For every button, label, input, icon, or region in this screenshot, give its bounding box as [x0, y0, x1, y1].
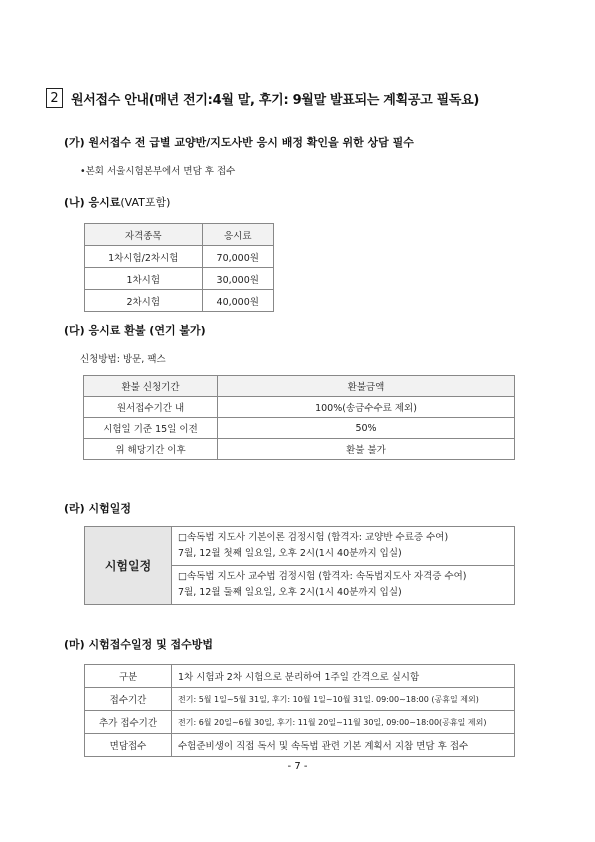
schedule-item-date: 7월, 12월 둘째 일요일, 오후 2시(1시 40분까지 입실)	[178, 587, 402, 598]
refund-table	[83, 375, 515, 460]
section-heading	[46, 88, 479, 108]
table-row	[85, 246, 274, 268]
da-heading: (다) 응시료 환불 (연기 불가)	[64, 324, 206, 337]
refund-table-header	[84, 376, 515, 397]
na-heading-suffix: (VAT포함)	[120, 196, 171, 209]
table-cell: 40,000원	[202, 290, 274, 312]
fee-col-header: 자격종목	[85, 224, 203, 246]
ma-heading: (마) 시험접수일정 및 접수방법	[64, 638, 214, 651]
table-row	[85, 268, 274, 290]
schedule-item-date: 7월, 12월 첫째 일요일, 오후 2시(1시 40분까지 입실)	[178, 548, 402, 559]
table-row	[85, 290, 274, 312]
section-title: 원서접수 안내(매년 전기:4월 말, 후기: 9월말 발표되는 계획공고 필독요)	[71, 92, 479, 108]
table-cell: 시험일 기준 15일 이전	[84, 418, 218, 439]
table-cell: 환불 불가	[218, 439, 515, 460]
table-cell: 100%(송금수수료 제외)	[218, 397, 515, 418]
table-cell: 위 해당기간 이후	[84, 439, 218, 460]
table-cell: 1차시험/2차시험	[85, 246, 203, 268]
section-number: 2	[46, 88, 63, 108]
ra-heading: (라) 시험일정	[64, 502, 132, 515]
schedule-item	[172, 566, 515, 605]
table-row	[84, 418, 515, 439]
schedule-item-title: □속독법 지도사 교수법 검정시험 (합격자: 속독법지도사 자격증 수여)	[178, 571, 467, 582]
na-heading-text: (나) 응시료	[64, 196, 121, 209]
schedule-item-title: □속독법 지도사 기본이론 검정시험 (합격자: 교양반 수료증 수여)	[178, 532, 449, 543]
table-cell-label: 면담접수	[85, 734, 172, 757]
fee-table	[84, 223, 274, 312]
ga-heading: (가) 원서접수 전 급별 교양반/지도사반 응시 배정 확인을 위한 상담 필수	[64, 136, 414, 149]
table-cell-value: 전기: 5월 1일~5월 31일, 후기: 10월 1일~10월 31일. 09:00~18:00 (공휴일 제외)	[172, 688, 515, 711]
table-cell: 70,000원	[202, 246, 274, 268]
page-number: - 7 -	[287, 761, 308, 772]
table-cell: 원서접수기간 내	[84, 397, 218, 418]
ga-note: •본회 서울시험본부에서 면담 후 접수	[80, 166, 236, 177]
table-cell: 30,000원	[202, 268, 274, 290]
table-row	[85, 734, 515, 757]
registration-table	[84, 664, 515, 757]
schedule-label: 시험일정	[85, 527, 172, 605]
table-row	[84, 439, 515, 460]
fee-table-header	[85, 224, 274, 246]
table-cell-value: 수험준비생이 직접 독서 및 속독법 관련 기본 계획서 지참 면담 후 접수	[172, 734, 515, 757]
table-cell: 2차시험	[85, 290, 203, 312]
table-cell: 50%	[218, 418, 515, 439]
table-cell-value: 전기: 6월 20일~6월 30일, 후기: 11월 20일~11월 30일, 09:00~18:00(공휴일 제외)	[172, 711, 515, 734]
da-note: 신청방법: 방문, 팩스	[80, 354, 166, 365]
table-row	[85, 665, 515, 688]
table-row	[84, 397, 515, 418]
schedule-item	[172, 527, 515, 566]
table-row	[85, 688, 515, 711]
table-cell: 1차시험	[85, 268, 203, 290]
table-cell-value: 1차 시험과 2차 시험으로 분리하여 1주일 간격으로 실시함	[172, 665, 515, 688]
table-row	[85, 527, 515, 566]
table-cell-label: 추가 접수기간	[85, 711, 172, 734]
exam-schedule-table	[84, 526, 515, 605]
table-cell-label: 구분	[85, 665, 172, 688]
table-cell-label: 접수기간	[85, 688, 172, 711]
fee-col-header: 응시료	[202, 224, 274, 246]
na-heading	[64, 194, 170, 210]
refund-col-header: 환불금액	[218, 376, 515, 397]
refund-col-header: 환불 신청기간	[84, 376, 218, 397]
table-row	[85, 711, 515, 734]
